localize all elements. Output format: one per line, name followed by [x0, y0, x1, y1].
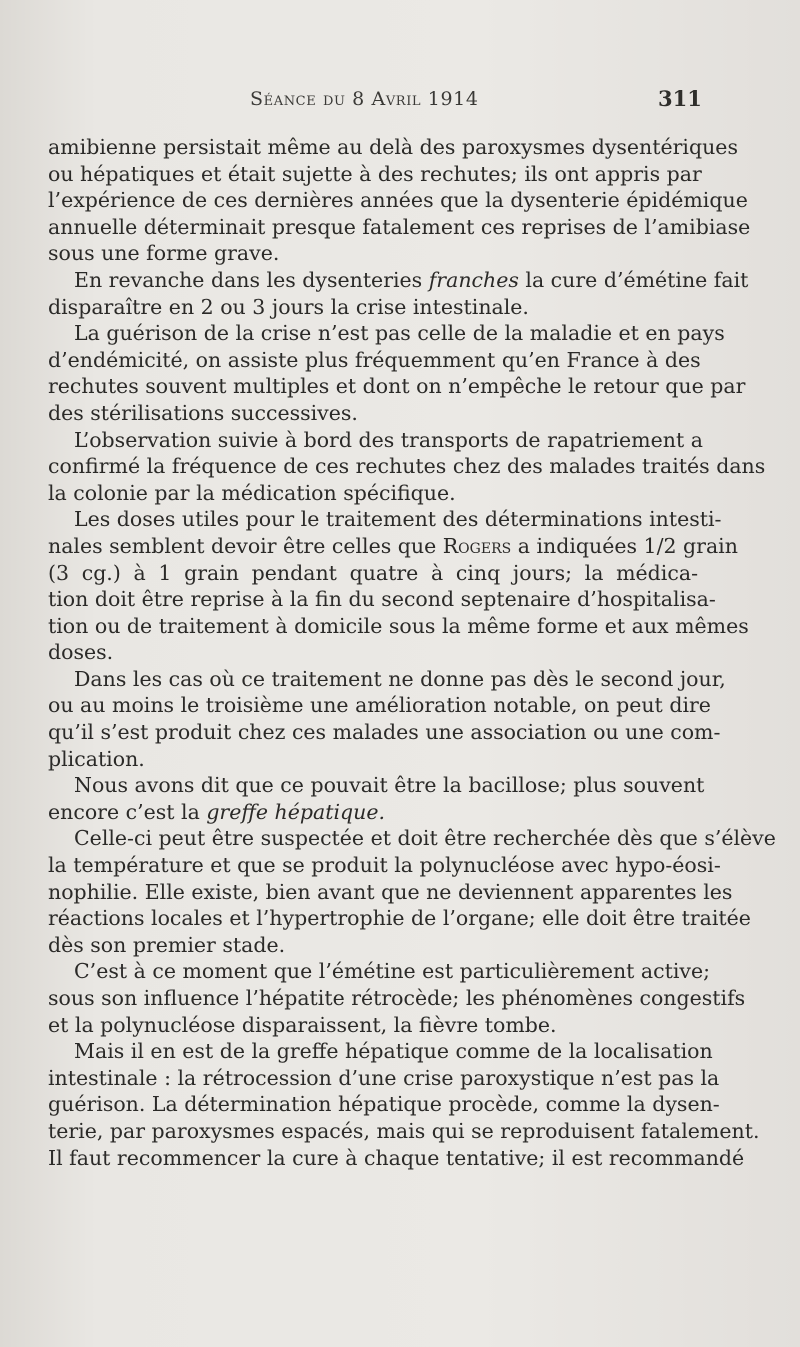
line-end: a indiquées 1/2 grain [511, 533, 738, 558]
text-line [48, 267, 749, 294]
text-line [48, 799, 698, 826]
text-line: (3 cg.) à 1 grain pendant quatre à cinq jours; la médica- [48, 560, 698, 585]
text-line: la température et que se produit la polynucléose avec hypo-éosi- [48, 853, 721, 878]
text-line: et la polynucléose disparaissent, la fièvre tombe. [48, 1012, 557, 1037]
text-line: disparaître en 2 ou 3 jours la crise intestinale. [48, 294, 529, 319]
paragraph-10 [48, 1038, 760, 1171]
text-line: intestinale : la rétrocession d’une crise paroxystique n’est pas la [48, 1065, 720, 1090]
text-line: confirmé la fréquence de ces rechutes chez des malades traités dans [48, 454, 766, 479]
text-line: Nous avons dit que ce pouvait être la bacillose; plus souvent [74, 773, 705, 798]
text-line: L’observation suivie à bord des transports de rapatriement a [74, 427, 703, 452]
text-line: dès son premier stade. [48, 932, 286, 957]
paragraph-1 [48, 134, 751, 267]
paragraph-5 [48, 506, 749, 666]
text-line: amibienne persistait même au delà des paroxysmes dysentériques [48, 135, 738, 159]
text-line: ou au moins le troisième une amélioration notable, on peut dire [48, 693, 711, 718]
text-line: Mais il en est de la greffe hépatique comme de la localisation [74, 1039, 713, 1064]
text-line: tion ou de traitement à domicile sous la même forme et aux mêmes [48, 613, 749, 638]
text-line: des stérilisations successives. [48, 400, 358, 425]
text-line: Les doses utiles pour le traitement des déterminations intesti- [74, 507, 722, 532]
line-start: nales semblent devoir être celles que [48, 533, 443, 558]
author-name: Rogers [442, 533, 512, 558]
line-start: encore c’est la [48, 799, 207, 824]
text-line: la colonie par la médication spécifique. [48, 480, 456, 505]
text-line: sous une forme grave. [48, 241, 280, 266]
text-line: guérison. La détermination hépatique procède, comme la dysen- [48, 1092, 720, 1117]
running-title: Séance du 8 Avril 1914 [250, 88, 479, 110]
text-line: C’est à ce moment que l’émétine est particulièrement active; [74, 959, 711, 984]
paragraph-7 [48, 772, 705, 825]
text-line: l’expérience de ces dernières années que la dysenterie épidémique [48, 188, 748, 213]
italic-word: franches [428, 267, 519, 292]
line-end: la cure d’émétine fait [518, 267, 749, 292]
text-line: Dans les cas où ce traitement ne donne pas dès le second jour, [74, 666, 726, 691]
text-line: Il faut recommencer la cure à chaque tentative; il est recommandé [48, 1145, 745, 1170]
text-line: d’endémicité, on assiste plus fréquemment qu’en France à des [48, 347, 701, 372]
text-line: annuelle déterminait presque fatalement ces reprises de l’amibiase [48, 214, 751, 239]
text-line [48, 533, 738, 560]
italic-phrase: greffe hépatique. [206, 799, 385, 824]
text-line: terie, par paroxysmes espacés, mais qui se reproduisent fatalement. [48, 1118, 760, 1143]
paragraph-8 [48, 825, 776, 958]
paragraph-2 [48, 267, 749, 320]
text-line: Celle-ci peut être suspectée et doit être recherchée dès que s’élève [74, 826, 776, 851]
paragraph-4 [48, 427, 766, 507]
page-number: 311 [658, 86, 702, 111]
paragraph-9 [48, 958, 746, 1038]
text-line: La guérison de la crise n’est pas celle de la maladie et en pays [74, 321, 725, 346]
paragraph-3 [48, 320, 746, 426]
text-line: plication. [48, 746, 145, 771]
running-head [0, 88, 800, 118]
line-start: En revanche dans les dysenteries [74, 267, 429, 292]
paragraph-6 [48, 666, 726, 772]
text-line: ou hépatiques et était sujette à des rechutes; ils ont appris par [48, 161, 702, 186]
text-line: qu’il s’est produit chez ces malades une association ou une com- [48, 720, 721, 745]
body-text [48, 134, 776, 1171]
text-line: tion doit être reprise à la fin du second septenaire d’hospitalisa- [48, 587, 716, 612]
text-line: réactions locales et l’hypertrophie de l’organe; elle doit être traitée [48, 906, 751, 931]
text-line: doses. [48, 640, 114, 665]
text-line: rechutes souvent multiples et dont on n’empêche le retour que par [48, 374, 746, 399]
text-line: nophilie. Elle existe, bien avant que ne deviennent apparentes les [48, 879, 733, 904]
text-line: sous son influence l’hépatite rétrocède; les phénomènes congestifs [48, 986, 746, 1010]
